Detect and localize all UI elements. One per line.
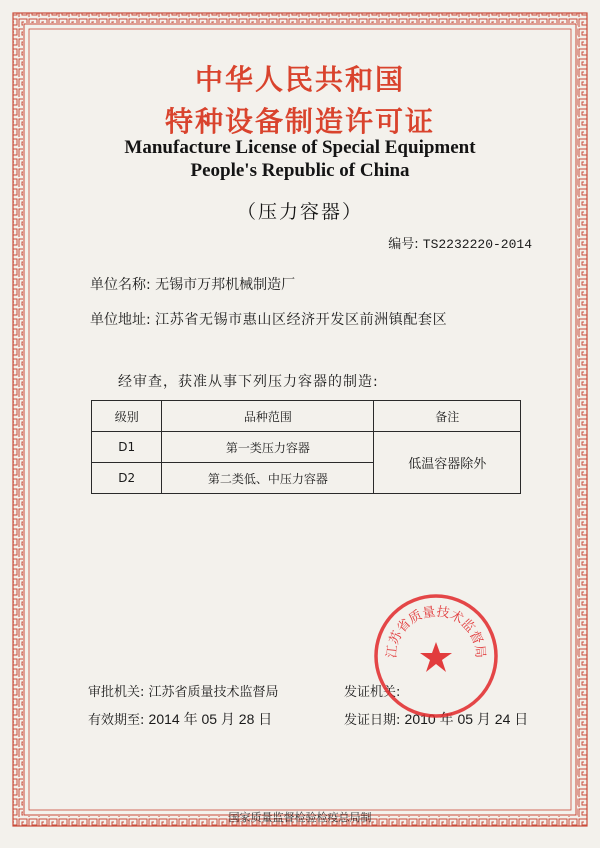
certificate-number-value: TS2232220-2014: [422, 237, 532, 252]
title-english-line2: People's Republic of China: [190, 160, 410, 181]
official-seal: [372, 592, 500, 720]
validity-value: 2014 年 05 月 28 日: [148, 711, 273, 727]
title-english-line1: Manufacture License of Special Equipment: [124, 137, 476, 158]
row-level: D2: [92, 463, 162, 494]
printer-note: 国家质量监督检验检疫总局制: [228, 811, 372, 824]
unit-address-label: 单位地址:: [90, 312, 151, 328]
remarks-cell: 低温容器除外: [374, 432, 521, 494]
header-scope: 品种范围: [162, 401, 374, 432]
unit-name-label: 单位名称:: [90, 277, 151, 293]
approval-authority: [88, 681, 279, 700]
title-chinese-line2: 特种设备制造许可证: [164, 105, 435, 138]
scope-table: [91, 400, 521, 494]
license-category: （压力容器）: [236, 201, 363, 223]
approval-statement: 经审查，获准从事下列压力容器的制造:: [118, 374, 379, 390]
certificate-number: [388, 233, 532, 252]
validity-label: 有效期至:: [88, 713, 145, 728]
table-header-row: [92, 401, 521, 432]
certificate-number-label: 编号:: [388, 237, 419, 252]
seal-text: 江苏省质量技术监督局: [384, 604, 488, 659]
unit-name-value: 无锡市万邦机械制造厂: [155, 277, 296, 293]
header-remarks: 备注: [374, 401, 521, 432]
title-chinese-line1: 中华人民共和国: [194, 63, 405, 96]
unit-address-row: [90, 309, 447, 329]
unit-name-row: [90, 274, 295, 294]
header-level: 级别: [92, 401, 162, 432]
issue-date-value: 2010 年 05 月 24 日: [404, 711, 529, 727]
table-row: [92, 432, 521, 463]
approval-authority-value: 江苏省质量技术监督局: [148, 685, 279, 700]
issuing-authority-label: 发证机关:: [344, 685, 401, 700]
row-level: D1: [92, 432, 162, 463]
row-scope: 第一类压力容器: [162, 432, 374, 463]
validity: [88, 709, 272, 729]
issue-date-label: 发证日期:: [344, 713, 401, 728]
unit-address-value: 江苏省无锡市惠山区经济开发区前洲镇配套区: [155, 312, 448, 328]
seal-star-icon: [420, 642, 452, 672]
row-scope: 第二类低、中压力容器: [162, 463, 374, 494]
approval-authority-label: 审批机关:: [88, 685, 145, 700]
